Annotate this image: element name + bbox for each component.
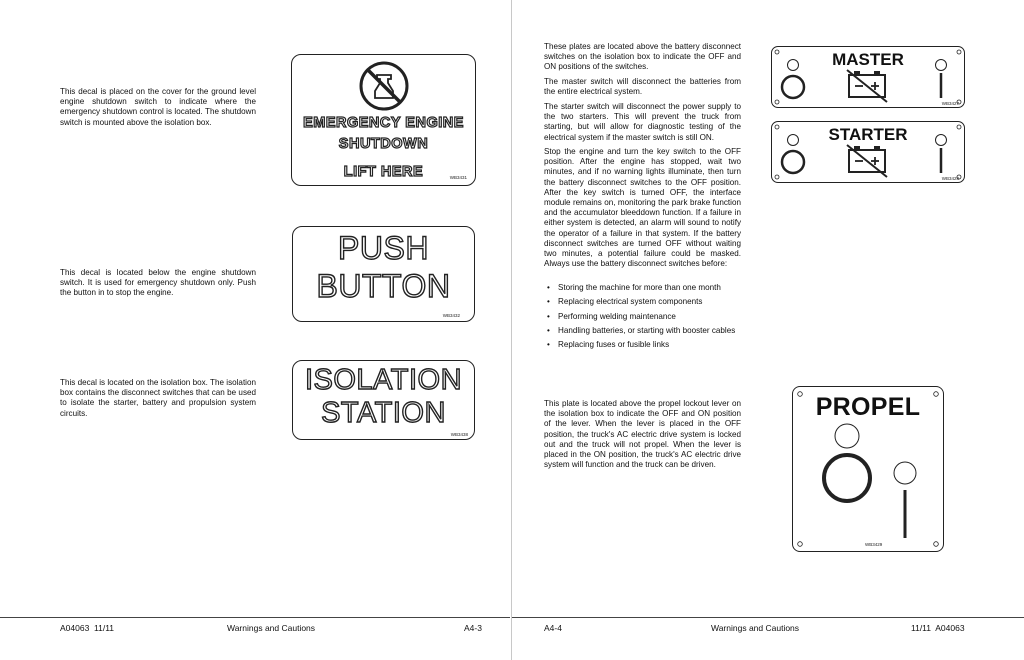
- shutdown-decal-description: This decal is placed on the cover for the ground level engine shutdown switch to indicate where the emergency shutdown control is located. The shutdown switch is mounted above the isolation box.: [60, 87, 256, 127]
- emergency-shutdown-decal: [291, 54, 476, 186]
- propel-lever-indicator-icon: [792, 386, 944, 552]
- disconnect-usage-list: [544, 283, 744, 354]
- list-item: • Storing the machine for more than one month: [544, 283, 744, 293]
- plate-code: WB3429: [865, 542, 883, 547]
- master-switch-description: The master switch will disconnect the batteries from the entire electrical system.: [544, 77, 741, 97]
- button-text: BUTTON: [316, 268, 451, 304]
- emergency-engine-text: EMERGENCY ENGINE: [303, 115, 464, 131]
- left-footer-doc-id: A04063 11/11: [60, 623, 115, 633]
- no-engine-icon: [358, 60, 410, 112]
- off-on-indicator-icon: [771, 121, 965, 183]
- battery-icon: [847, 145, 887, 177]
- shutdown-text: SHUTDOWN: [338, 136, 429, 152]
- list-item: • Replacing electrical system components: [544, 297, 744, 307]
- starter-switch-description: The starter switch will disconnect the power supply to the two starters. This will prevent the truck from starting, but will allow for diagnostic testing of the electrical system if the master switch is still ON.: [544, 102, 741, 142]
- isolation-text: ISOLATION: [304, 364, 463, 396]
- right-footer-doc-id: 11/11 A04063: [911, 623, 965, 633]
- isolation-decal-description: This decal is located on the isolation box. The isolation box contains the disconnect switches that can be used to isolate the starter, battery and propulsion system circuits.: [60, 378, 256, 418]
- list-item: • Replacing fuses or fusible links: [544, 340, 744, 350]
- starter-plate: [771, 121, 965, 183]
- decal-code: WB3432: [442, 313, 460, 318]
- starter-label: STARTER: [828, 125, 908, 144]
- propel-label: PROPEL: [815, 393, 921, 421]
- left-page-number: A4-3: [464, 623, 482, 633]
- master-plate: [771, 46, 965, 108]
- list-item: • Handling batteries, or starting with booster cables: [544, 326, 744, 336]
- list-item: • Performing welding maintenance: [544, 312, 744, 322]
- lift-here-text: LIFT HERE: [343, 164, 424, 180]
- isolation-station-decal: [292, 360, 475, 440]
- propel-plate-description: This plate is located above the propel lockout lever on the isolation box to indicate the OFF and ON position of the lever. When the lever is placed in the OFF position, the truck's AC electric drive system is locked out and the truck will not propel. When the lever is placed in the ON position, the truck's AC electric drive system will function and the truck can be driven.: [544, 399, 741, 470]
- push-text: PUSH: [338, 230, 429, 266]
- left-footer-rule: [0, 617, 510, 618]
- station-text: STATION: [321, 397, 446, 429]
- right-footer-title: Warnings and Cautions: [711, 623, 800, 633]
- decal-code: WB3438: [450, 432, 468, 437]
- left-footer-title: Warnings and Cautions: [227, 623, 316, 633]
- plate-code: WB3427: [941, 101, 959, 106]
- plates-description: These plates are located above the battery disconnect switches on the isolation box to indicate the OFF and ON positions of the switches.: [544, 42, 741, 72]
- page-gutter: [511, 0, 512, 660]
- off-on-indicator-icon: [771, 46, 965, 108]
- propel-plate: [792, 386, 944, 552]
- shutdown-procedure: Stop the engine and turn the key switch to the OFF position. After the engine has stopped, wait two minutes, and if no warning lights illuminate, then turn the battery disconnect switches to the OFF position. After the key switch is turned OFF, the interface module remains on, monitoring the park brake function and the accumulator bleeddown function. If a failure in either system is detected, an alarm will sound to notify the operator of a failure in that system. If the battery disconnect switches are turned OFF without waiting two minutes, a potential failure could be masked. Always use the battery disconnect switches before:: [544, 147, 741, 269]
- master-label: MASTER: [832, 50, 904, 69]
- push-button-decal: [292, 226, 475, 322]
- plate-code: WB3428: [941, 176, 959, 181]
- right-footer-rule: [512, 617, 1024, 618]
- push-button-decal-description: This decal is located below the engine shutdown switch. It is used for emergency shutdown only. Push the button in to stop the engine.: [60, 268, 256, 298]
- battery-icon: [847, 70, 887, 102]
- decal-code: WB3431: [449, 175, 467, 180]
- right-page-number: A4-4: [544, 623, 562, 633]
